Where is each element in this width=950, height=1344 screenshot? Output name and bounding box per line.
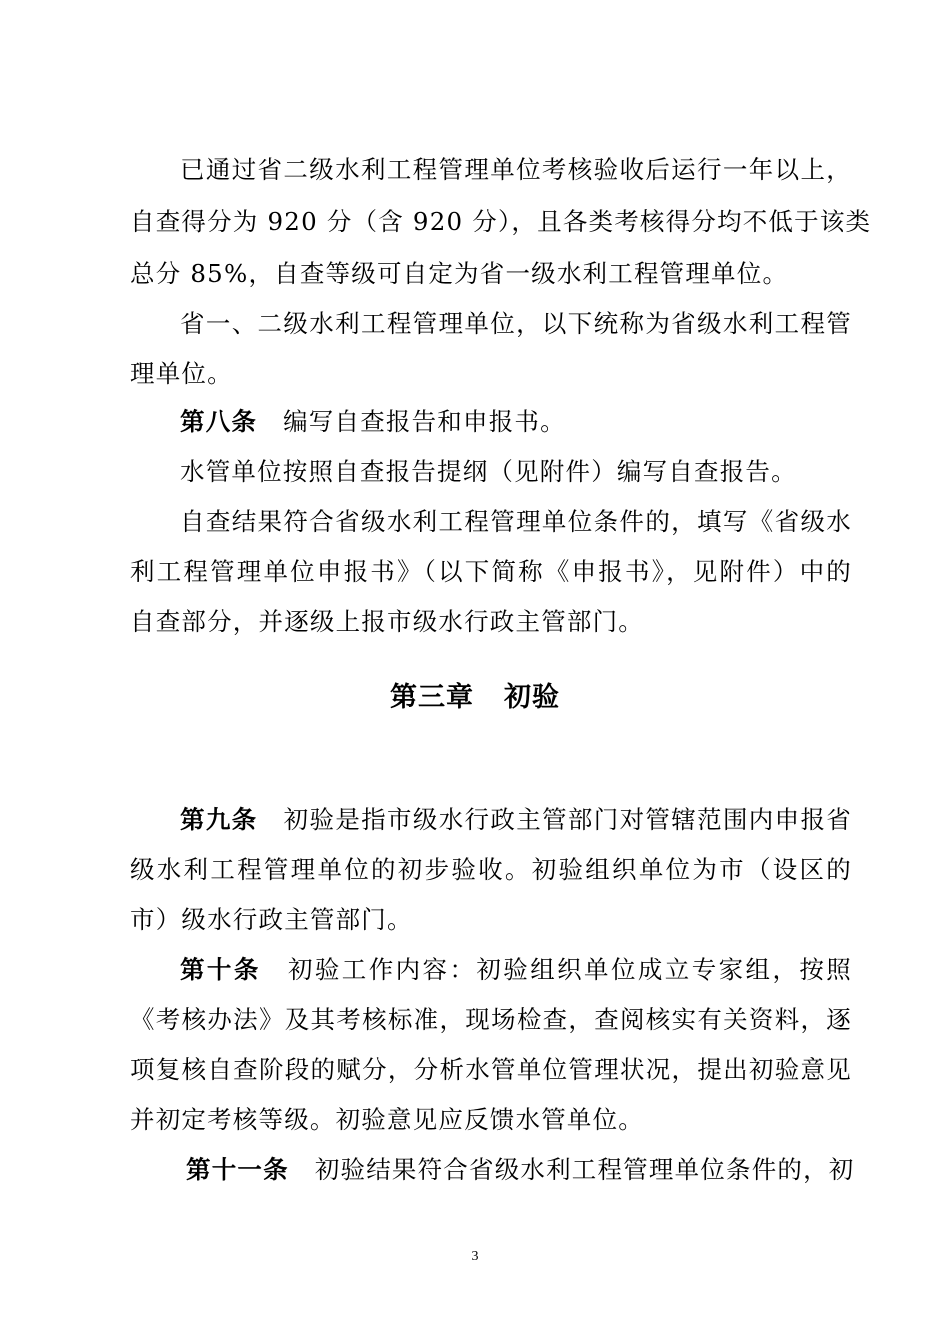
chapter-title: 初验: [504, 682, 560, 713]
article-11-text: 初验结果符合省级水利工程管理单位条件的，初: [314, 1155, 855, 1184]
chapter-heading: [0, 680, 950, 716]
paragraph-line: 总分 85%，自查等级可自定为省一级水利工程管理单位。: [130, 259, 789, 288]
paragraph-line: 省一、二级水利工程管理单位，以下统称为省级水利工程管: [180, 309, 852, 338]
paragraph-line: 自查部分，并逐级上报市级水行政主管部门。: [130, 607, 644, 636]
chapter-number: 第三章: [390, 682, 474, 713]
article-9: [180, 802, 852, 838]
paragraph-line: 水管单位按照自查报告提纲（见附件）编写自查报告。: [180, 457, 797, 486]
article-10-text: 初验工作内容：初验组织单位成立专家组，按照: [286, 955, 852, 984]
paragraph-line: 并初定考核等级。初验意见应反馈水管单位。: [130, 1105, 644, 1134]
article-11: [186, 1152, 855, 1188]
paragraph-line: 理单位。: [130, 359, 233, 388]
page-number: 3: [471, 1249, 479, 1264]
article-11-title: 第十一条: [186, 1155, 289, 1184]
paragraph-line: 项复核自查阶段的赋分，分析水管单位管理状况，提出初验意见: [130, 1055, 852, 1084]
article-9-title: 第九条: [180, 805, 258, 834]
paragraph-line: 《考核办法》及其考核标准，现场检查，查阅核实有关资料，逐: [130, 1005, 852, 1034]
paragraph-line: 已通过省二级水利工程管理单位考核验收后运行一年以上，: [180, 155, 852, 184]
paragraph-line: 市）级水行政主管部门。: [130, 905, 413, 934]
article-10-title: 第十条: [180, 955, 261, 984]
article-8: [180, 404, 852, 440]
article-8-text: 编写自查报告和申报书。: [283, 407, 566, 436]
paragraph-line: 级水利工程管理单位的初步验收。初验组织单位为市（设区的: [130, 855, 852, 884]
paragraph-line: 利工程管理单位申报书》（以下简称《申报书》，见附件）中的: [130, 557, 852, 586]
article-8-title: 第八条: [180, 407, 258, 436]
paragraph-line: 自查结果符合省级水利工程管理单位条件的，填写《省级水: [180, 507, 852, 536]
article-10: [180, 952, 852, 988]
article-9-text: 初验是指市级水行政主管部门对管辖范围内申报省: [283, 805, 852, 834]
paragraph-line: 自查得分为 920 分（含 920 分），且各类考核得分均不低于该类: [130, 207, 872, 236]
